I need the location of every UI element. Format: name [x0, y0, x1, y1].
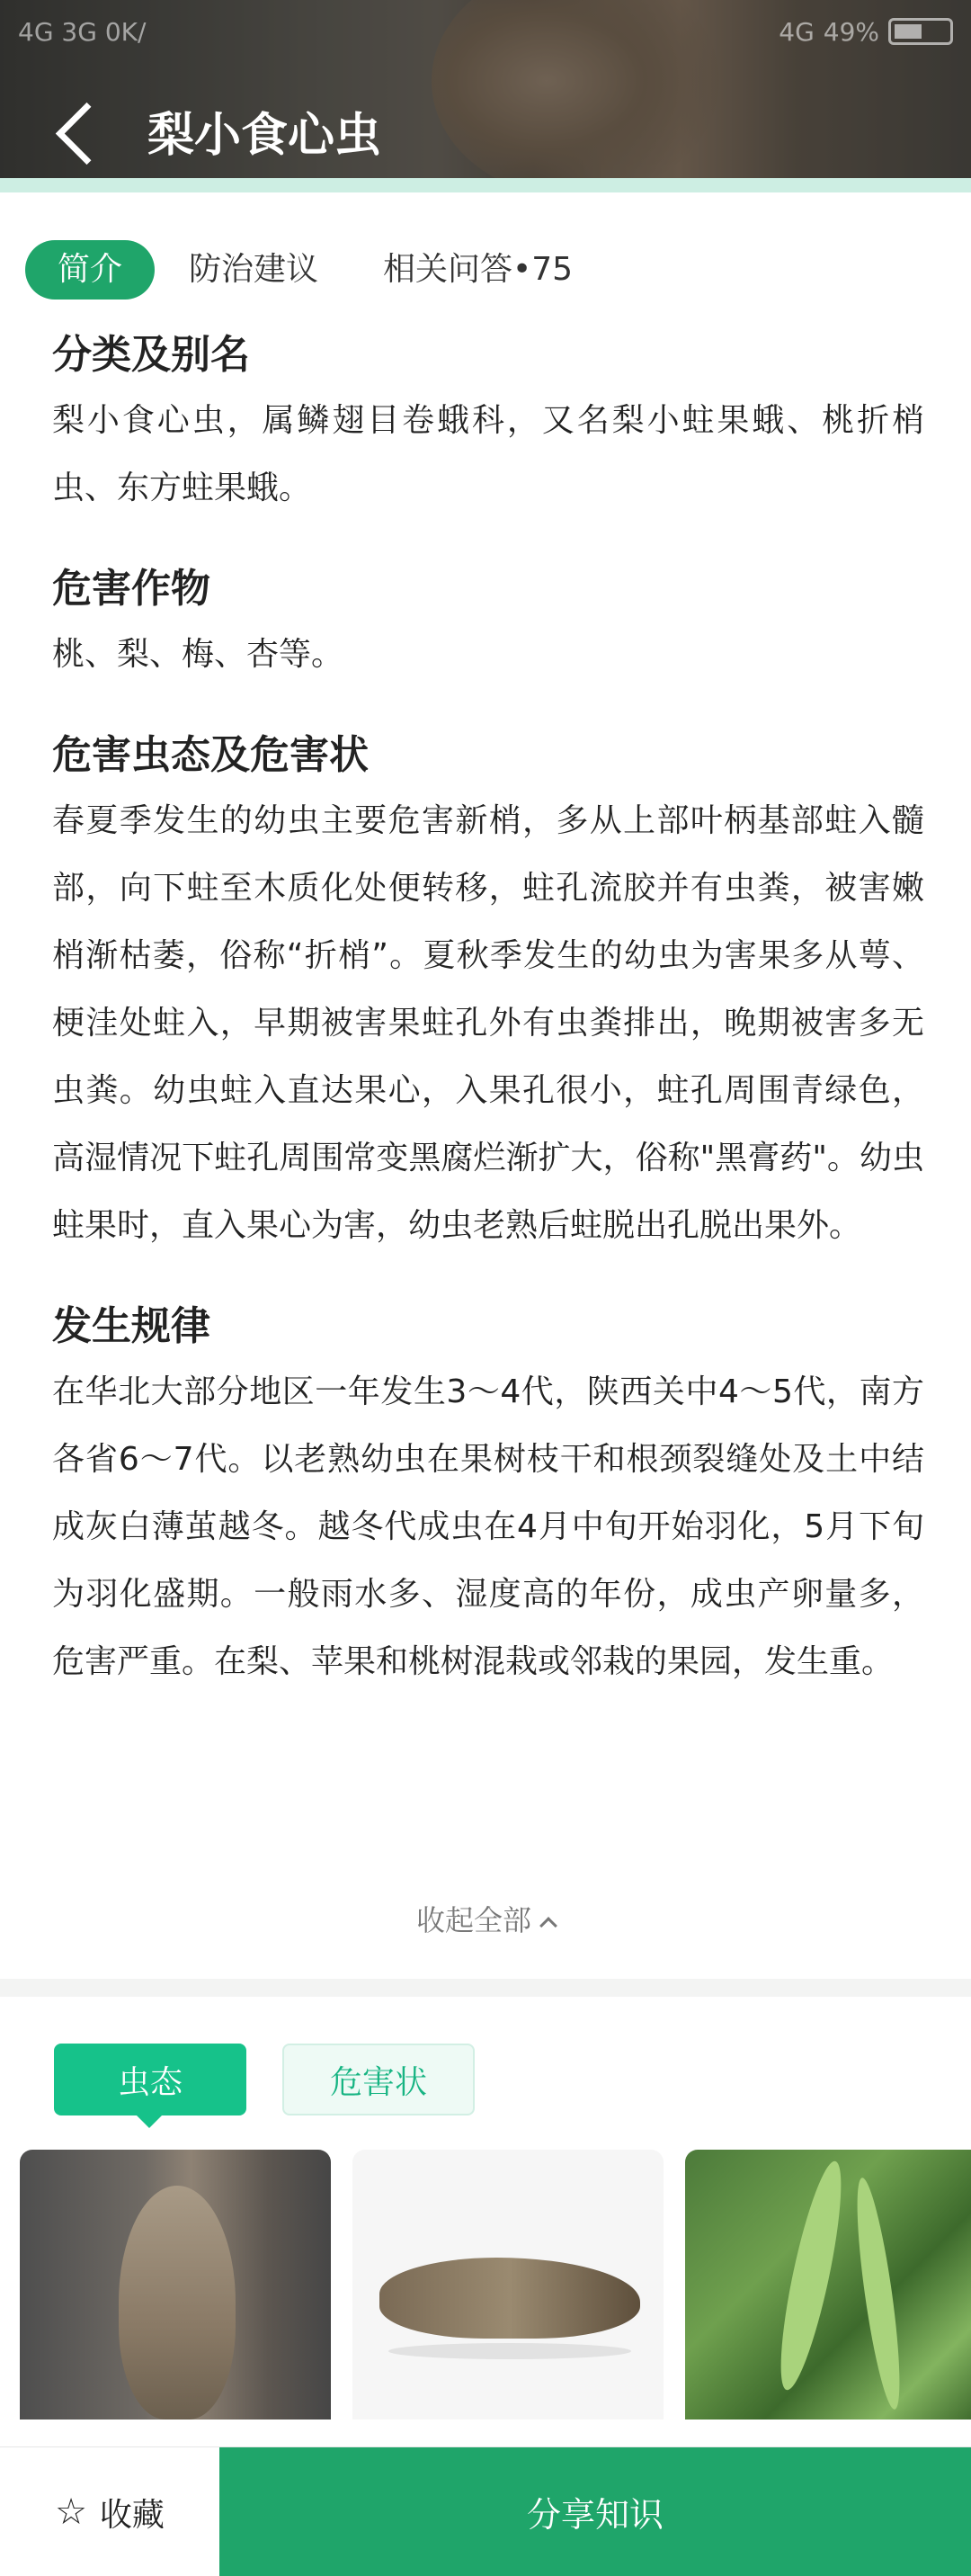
section-body: 在华北大部分地区一年发生3～4代，陕西关中4～5代，南方各省6～7代。以老熟幼虫在果树枝干和根颈裂缝处及土中结成灰白薄茧越冬。越冬代成虫在4月中旬开始羽化，5月下旬为羽化盛期。一般雨水多、湿度高的年份，成虫产卵量多，危害严重。在梨、苹果和桃树混栽或邻栽的果园，发生重。: [52, 1373, 924, 1680]
battery-icon: [888, 18, 953, 45]
section-damage: [52, 724, 924, 1259]
image-gallery[interactable]: [20, 2150, 971, 2419]
status-right: [779, 17, 953, 47]
gallery-image[interactable]: [20, 2150, 331, 2419]
network-indicator: 4G: [779, 16, 815, 47]
tab-control-advice[interactable]: 防治建议: [189, 251, 319, 288]
collapse-all-button[interactable]: [0, 1898, 971, 1939]
section-heading: 危害作物: [52, 566, 210, 612]
section-heading: 危害虫态及危害状: [52, 732, 369, 778]
section-heading: 分类及别名: [52, 332, 250, 378]
section-heading: 发生规律: [52, 1303, 210, 1349]
tab-related-qa[interactable]: 相关问答•75: [383, 251, 574, 288]
gallery-image[interactable]: [352, 2150, 664, 2419]
collapse-label: 收起全部: [415, 1903, 531, 1937]
gallery-image[interactable]: [685, 2150, 971, 2419]
section-body: 桃、梨、梅、杏等。: [52, 636, 344, 673]
title-bar: [0, 81, 971, 180]
battery-percent: 49%: [823, 16, 879, 47]
favorite-button[interactable]: [0, 2447, 219, 2576]
back-arrow-icon[interactable]: [47, 99, 110, 162]
image-tab-damage[interactable]: 危害状: [282, 2044, 475, 2115]
section-body: 春夏季发生的幼虫主要危害新梢，多从上部叶柄基部蛀入髓部，向下蛀至木质化处便转移，蛀孔流胶并有虫粪，被害嫩梢渐枯萎，俗称“折梢”。夏秋季发生的幼虫为害果多从萼、梗洼处蛀入，早期被害果蛀孔外有虫粪排出，晚期被害多无虫粪。幼虫蛀入直达果心，入果孔很小，蛀孔周围青绿色，高湿情况下蛀孔周围常变黑腐烂渐扩大，俗称"黑膏药"。幼虫蛀果时，直入果心为害，幼虫老熟后蛀脱出孔脱出果外。: [52, 802, 924, 1244]
section-occurrence: [52, 1295, 924, 1695]
section-classification: [52, 324, 924, 522]
tab-bar: [0, 207, 971, 333]
status-left: 4G 3G 0K/: [18, 16, 147, 47]
favorite-label: 收藏: [99, 2496, 165, 2534]
share-knowledge-button[interactable]: 分享知识: [219, 2447, 971, 2576]
section-body: 梨小食心虫，属鳞翅目卷蛾科，又名梨小蛀果蛾、桃折梢虫、东方蛀果蛾。: [52, 402, 924, 506]
image-tabs: [54, 2044, 475, 2115]
status-bar: [0, 0, 971, 63]
tab-intro[interactable]: 简介: [25, 240, 155, 300]
image-tab-insect-stage[interactable]: 虫态: [54, 2044, 246, 2115]
chevron-up-icon: [539, 1917, 557, 1935]
section-host-crops: [52, 558, 924, 688]
article-content: [52, 324, 924, 1731]
bottom-bar: [0, 2446, 971, 2576]
section-divider: [0, 1979, 971, 1997]
page-title: 梨小食心虫: [147, 108, 382, 163]
header-accent-strip: [0, 178, 971, 192]
star-icon: ☆: [55, 2491, 87, 2533]
